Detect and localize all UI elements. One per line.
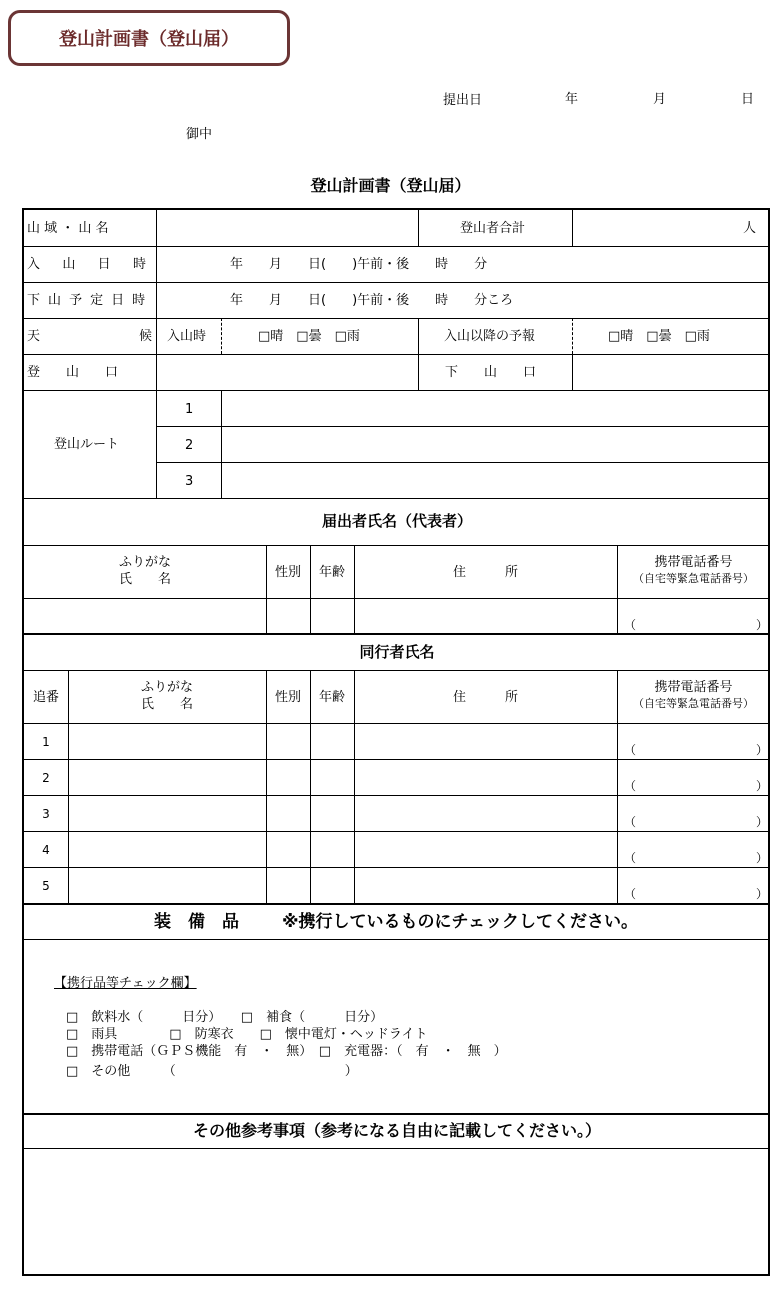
- row-divider: [24, 1113, 770, 1115]
- entry-datetime-value[interactable]: 年 月 日( )午前・後 時 分: [230, 257, 488, 272]
- leader-furigana-header: ふりがな: [118, 555, 171, 570]
- companion-row-number: 1: [42, 735, 50, 749]
- route-number: 2: [185, 438, 194, 453]
- document-title: 登山計画書（登山届）: [59, 29, 239, 50]
- addressee-label: 御中: [186, 127, 213, 142]
- row-divider: [24, 633, 770, 635]
- companion-sex-header: 性別: [274, 690, 301, 705]
- submit-month-label: 月: [653, 92, 667, 107]
- companion-row-number: 5: [42, 879, 50, 893]
- document-title-box: [8, 10, 290, 66]
- companion-row-number: 3: [42, 807, 50, 821]
- entry-datetime-label: 入 山 日 時: [27, 257, 156, 272]
- row-divider: [24, 831, 770, 832]
- leader-sex-input[interactable]: [267, 599, 309, 632]
- row-divider: [24, 545, 770, 546]
- descent-point-input[interactable]: [573, 355, 769, 389]
- submit-day-label: 日: [741, 92, 755, 107]
- descent-point-label: 下 山 口: [445, 365, 537, 380]
- companion-row-number: 2: [42, 771, 50, 785]
- route-input[interactable]: [222, 427, 769, 461]
- form-sheet: [22, 208, 770, 1276]
- route-input[interactable]: [222, 463, 769, 497]
- row-divider: [24, 759, 770, 760]
- companion-phone-input[interactable]: （ ）: [624, 779, 769, 793]
- entry-weather-options[interactable]: □晴 □曇 □雨: [258, 329, 360, 344]
- col-divider: [156, 390, 157, 498]
- descent-datetime-value[interactable]: 年 月 日( )午前・後 時 分ころ: [230, 293, 514, 308]
- row-divider: [24, 670, 770, 671]
- total-climbers-label: 登山者合計: [460, 221, 526, 236]
- leader-phone-header: 携帯電話番号: [654, 555, 733, 570]
- equipment-line-3[interactable]: □ 携帯電話（ＧＰＳ機能 有 ・ 無） □ 充電器：（ 有 ・ 無 ）: [66, 1044, 507, 1059]
- person-unit-label: 人: [743, 221, 757, 236]
- companion-phone-input[interactable]: （ ）: [624, 887, 769, 901]
- leader-address-header: 住 所: [452, 565, 518, 580]
- row-divider: [24, 318, 770, 319]
- route-number: 1: [185, 402, 194, 417]
- route-label: 登山ルート: [54, 437, 120, 452]
- companion-no-header: 追番: [32, 690, 59, 705]
- row-divider: [24, 246, 770, 247]
- row-divider: [24, 1148, 770, 1149]
- area-label: 山 域 ・ 山 名: [27, 221, 109, 236]
- companion-phone-input[interactable]: （ ）: [624, 743, 769, 757]
- leader-age-input[interactable]: [311, 599, 353, 632]
- equipment-heading: 装 備 品: [154, 912, 239, 932]
- col-divider: [221, 318, 222, 354]
- remarks-input[interactable]: [25, 1150, 769, 1274]
- forecast-weather-options[interactable]: □晴 □曇 □雨: [608, 329, 710, 344]
- leader-name-header: 氏 名: [118, 572, 171, 587]
- forecast-label: 入山以降の予報: [444, 329, 536, 344]
- companion-age-header: 年齢: [318, 690, 345, 705]
- descent-datetime-label: 下 山 予 定 日 時: [27, 293, 148, 308]
- row-divider: [24, 903, 770, 905]
- remarks-heading: その他参考事項（参考になる自由に記載してください。）: [192, 1121, 601, 1140]
- entry-time-weather-label: 入山時: [167, 329, 207, 344]
- col-divider: [418, 318, 419, 354]
- companion-phone-subheader: （自宅等緊急電話番号）: [633, 697, 754, 710]
- area-input[interactable]: [157, 211, 417, 245]
- col-divider: [354, 670, 355, 903]
- equipment-line-2[interactable]: □ 雨具 □ 防寒衣 □ 懐中電灯・ヘッドライト: [66, 1027, 428, 1042]
- col-divider: [310, 670, 311, 903]
- companions-heading: 同行者氏名: [359, 643, 435, 661]
- col-divider: [418, 354, 419, 390]
- weather-label-right: 候: [139, 329, 153, 344]
- leader-sex-header: 性別: [274, 565, 301, 580]
- companion-row-number: 4: [42, 843, 50, 857]
- weather-label-left: 天: [27, 329, 41, 344]
- equipment-line-1[interactable]: □ 飲料水（ 日分） □ 補食（ 日分）: [66, 1010, 384, 1025]
- col-divider: [156, 318, 157, 354]
- row-divider: [24, 795, 770, 796]
- companion-phone-header: 携帯電話番号: [654, 680, 733, 695]
- companion-furigana-header: ふりがな: [140, 680, 193, 695]
- row-divider: [24, 939, 770, 940]
- col-divider: [572, 318, 573, 354]
- route-input[interactable]: [222, 391, 769, 425]
- equipment-note: ※携行しているものにチェックしてください。: [282, 912, 639, 932]
- equipment-line-4[interactable]: □ その他 （ ）: [66, 1064, 358, 1079]
- trailhead-input[interactable]: [157, 355, 417, 389]
- row-divider: [24, 498, 770, 499]
- form-heading: 登山計画書（登山届）: [310, 176, 471, 195]
- leader-heading: 届出者氏名（代表者）: [321, 512, 472, 530]
- leader-phone-subheader: （自宅等緊急電話番号）: [633, 572, 754, 585]
- row-divider: [24, 723, 770, 724]
- companion-phone-input[interactable]: （ ）: [624, 815, 769, 829]
- col-divider: [418, 210, 419, 246]
- companion-address-header: 住 所: [452, 690, 518, 705]
- submit-year-label: 年: [565, 92, 579, 107]
- companion-name-header: 氏 名: [140, 697, 193, 712]
- companion-phone-input[interactable]: （ ）: [624, 851, 769, 865]
- leader-age-header: 年齢: [318, 565, 345, 580]
- leader-name-input[interactable]: [25, 599, 265, 632]
- row-divider: [24, 282, 770, 283]
- route-number: 3: [185, 474, 194, 489]
- total-climbers-input[interactable]: [573, 211, 769, 245]
- leader-address-input[interactable]: [355, 599, 616, 632]
- leader-phone-input[interactable]: （ ）: [624, 618, 769, 632]
- submit-date-label: 提出日: [443, 93, 483, 108]
- trailhead-label: 登 山 口: [27, 365, 119, 380]
- check-list-title: 【携行品等チェック欄】: [54, 976, 197, 991]
- col-divider: [266, 670, 267, 903]
- row-divider: [24, 867, 770, 868]
- col-divider: [156, 246, 157, 318]
